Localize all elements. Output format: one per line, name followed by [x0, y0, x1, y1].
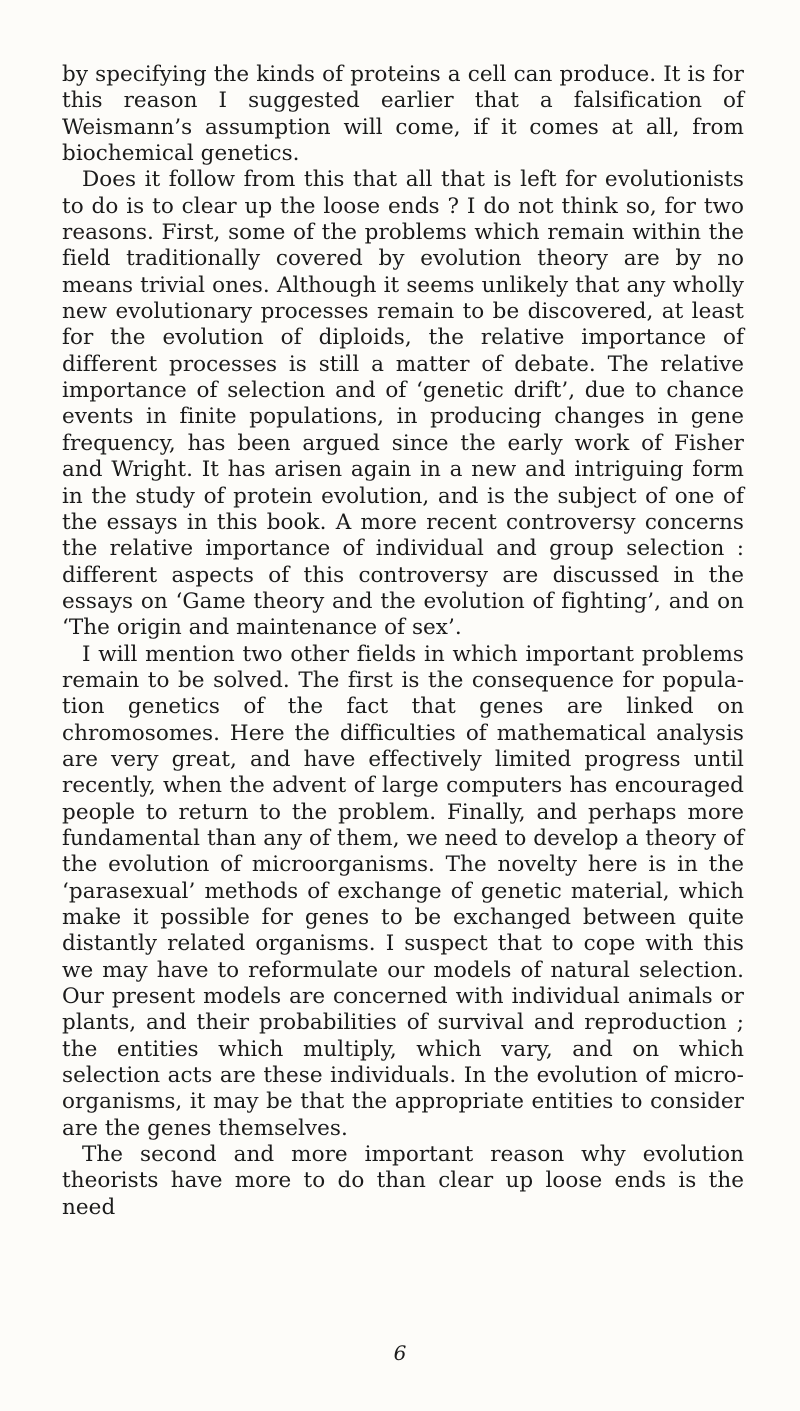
paragraph-loose-ends: Does it follow from this that all that is left for evolutionists to do is to clear up the loose ends ? I do not think so, for two reasons. First, some of the problems which remain within the field traditionally covered by evolution theory are by no means trivial ones. Although it seems unlikely that any wholly new evolutionary processes remain to be discovered, at least for the evolution of diploids, the relative importance of different processes is still a matter of debate. The relative importance of selection and of ‘genetic drift’, due to chance events in finite populations, in producing changes in gene frequency, has been argued since the early work of Fisher and Wright. It has arisen again in a new and intriguing form in the study of protein evolution, and is the subject of one of the essays in this book. A more recent controversy concerns the relative importance of individual and group selection : different aspects of this controversy are discussed in the essays on ‘Game theory and the evolution of fighting’, and on ‘The origin and maintenance of sex’. — [62, 167, 744, 641]
page-number: 6 — [393, 1341, 407, 1365]
paragraph-other-fields: I will mention two other fields in which important problems remain to be solved. The first is the consequence for population genetics of the fact that genes are linked on chromosomes. Here the difficulties of mathematical analysis are very great, and have effectively limited progress until recently, when the advent of large computers has encouraged people to return to the problem. Finally, and perhaps more fundamental than any of them, we need to develop a theory of the evolution of microorganisms. The novelty here is in the ‘parasexual’ methods of exchange of genetic material, which make it possible for genes to be exchanged between quite distantly related organisms. I suspect that to cope with this we may have to reformulate our models of natural selection. Our present models are concerned with individual animals or plants, and their probabilities of survival and reproduction ; the entities which multiply, which vary, and on which selection acts are these individuals. In the evolution of micro-organisms, it may be that the appropriate entities to consider are the genes themselves. — [62, 641, 745, 1141]
paragraph-second-reason: The second and more important reason why evolution theorists have more to do than clear up loose ends is the need — [62, 1142, 744, 1220]
paragraph-continuation: by specifying the kinds of proteins a cell can produce. It is for this reason I suggested earlier that a falsification of Weismann’s assumption will come, if it comes at all, from biochemical genetics. — [62, 62, 744, 167]
page-body — [62, 62, 744, 1221]
